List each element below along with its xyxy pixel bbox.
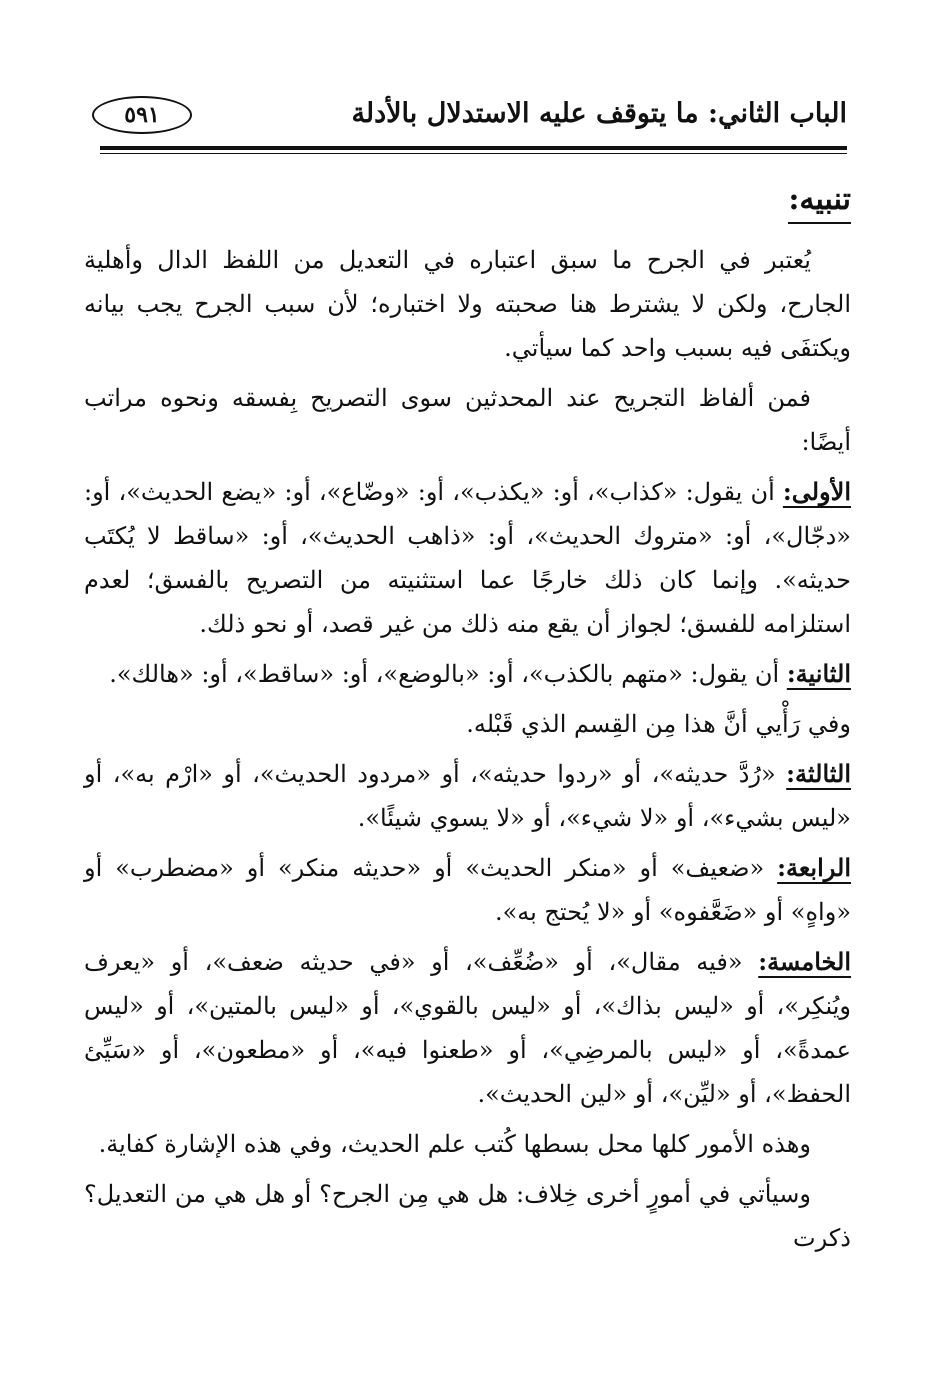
- section-heading: تنبيه:: [788, 178, 851, 224]
- rank-2-label: الثانية:: [786, 659, 851, 688]
- rank-5-paragraph: الخامسة: «فيه مقال»، أو «ضُعِّف»، أو «في حديثه ضعف»، أو «يعرف ويُنكِر»، أو «ليس بذاك»، أو «ليس بالقوي»، أو «ليس بالمتين»، أو «ليس عمدةً»، أو «ليس بالمرضِي»، أو «طعنوا فيه»، أو «مطعون»، أو «سَيِّئ الحفظ»، أو «ليِّن»، أو «لين الحديث».: [84, 947, 852, 1108]
- header-rule-thick: [100, 146, 847, 150]
- rank-5-label: الخامسة:: [758, 947, 852, 976]
- rank-3-label: الثالثة:: [786, 759, 851, 788]
- paragraph-1: يُعتبر في الجرح ما سبق اعتباره في التعديل من اللفظ الدال وأهلية الجارح، ولكن لا يشترط هنا صحبته ولا اختباره؛ لأن سبب الجرح يجب بيانه ويكتفَى فيه بسبب واحد كما سيأتي.: [84, 246, 851, 362]
- body-text: [84, 178, 851, 1266]
- paragraph-2: فمن ألفاظ التجريح عند المحدثين سوى التصريح بِفسقه ونحوه مراتب أيضًا:: [84, 384, 851, 456]
- chapter-title: الباب الثاني: ما يتوقف عليه الاستدلال بالأدلة: [351, 98, 847, 129]
- rank-1-paragraph: الأولى: أن يقول: «كذاب»، أو: «يكذب»، أو: «وضّاع»، أو: «يضع الحديث»، أو: «دجّال»، أو: «متروك الحديث»، أو: «ذاهب الحديث»، أو: «ساقط لا يُكتَب حديثه». وإنما كان ذلك خارجًا عما استثنيته من التصريح بالفسق؛ لعدم استلزامه للفسق؛ لجواز أن يقع منه ذلك من غير قصد، أو نحو ذلك.: [84, 477, 851, 638]
- paragraph-opinion: وفي رَأْيي أنَّ هذا مِن القِسم الذي قَبْله.: [466, 710, 851, 738]
- rank-2-paragraph: الثانية: أن يقول: «متهم بالكذب»، أو: «بالوضع»، أو: «ساقط»، أو: «هالك».: [109, 659, 851, 688]
- paragraph-continuation: وسيأتي في أمورٍ أخرى خِلاف: هل هي مِن الجرح؟ أو هل هي من التعديل؟ ذكرت: [84, 1180, 851, 1252]
- page-number: ٥٩١: [92, 96, 192, 134]
- paragraph-summary: وهذه الأمور كلها محل بسطها كُتب علم الحديث، وفي هذه الإشارة كفاية.: [98, 1130, 811, 1158]
- rank-4-label: الرابعة:: [777, 853, 851, 882]
- rank-4-paragraph: الرابعة: «ضعيف» أو «منكر الحديث» أو «حديثه منكر» أو «مضطرب» أو «واهٍ» أو «ضَعَّفوه» أو «لا يُحتج به».: [84, 853, 851, 926]
- header-rule-thin: [100, 153, 847, 154]
- running-header: [92, 92, 847, 140]
- rank-1-label: الأولى:: [782, 477, 851, 506]
- rank-3-paragraph: الثالثة: «رُدَّ حديثه»، أو «ردوا حديثه»، أو «مردود الحديث»، أو «ارْم به»، أو «ليس بشيء»، أو «لا شيء»، أو «لا يسوي شيئًا».: [84, 759, 851, 832]
